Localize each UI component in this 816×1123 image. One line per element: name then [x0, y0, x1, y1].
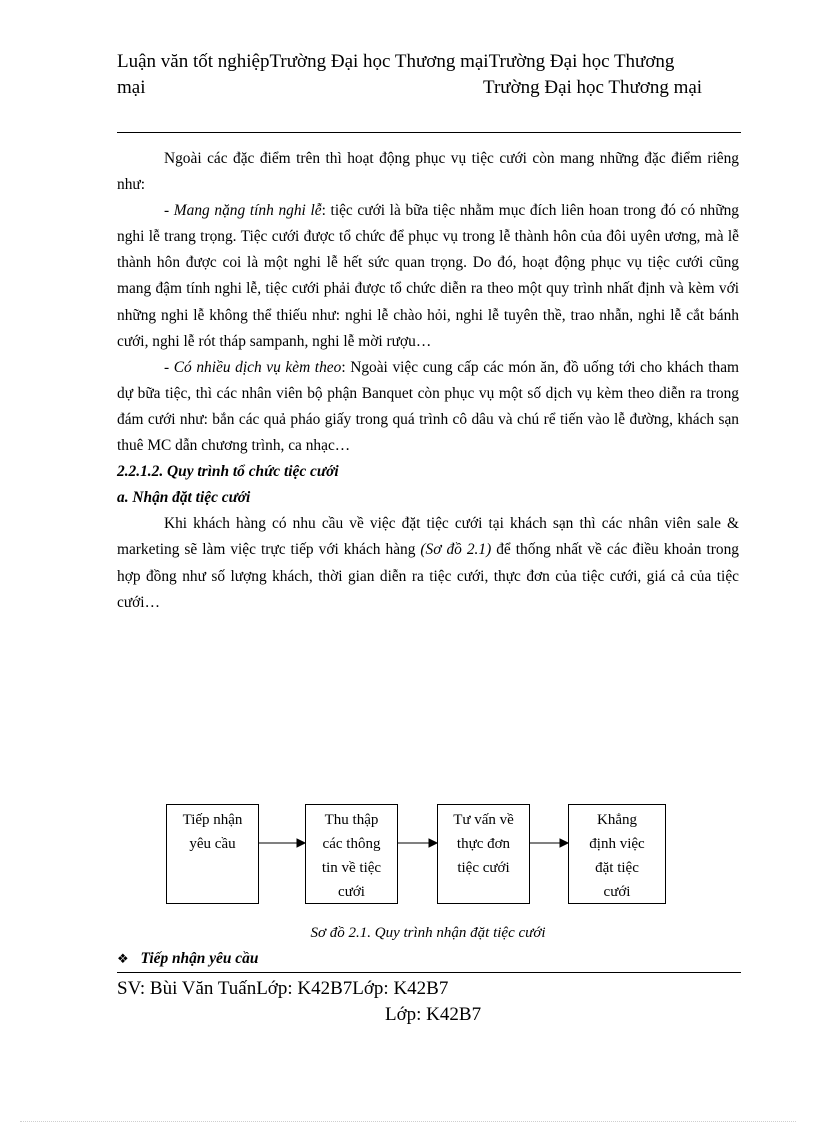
flow-step-confirm-booking [568, 804, 666, 904]
footer-line-1: SV: Bùi Văn TuấnLớp: K42B7Lớp: K42B7 [117, 978, 449, 999]
paragraph-services [117, 355, 739, 459]
header-line-2 [117, 75, 722, 101]
flow-step-line: các thông [322, 836, 381, 852]
header-line-2-right: Trường Đại học Thương mại [483, 77, 703, 98]
paragraph-intro: Ngoài các đặc điểm trên thì hoạt động phục vụ tiệc cưới còn mang những đặc điểm riêng như: [117, 150, 739, 194]
subsection-item [117, 950, 258, 968]
paragraph-booking-text-2: để thống nhất về các điều khoản trong hợp đồng như số lượng khách, thời gian diễn ra tiệc cưới, thực đơn của tiệc cưới, giá cả của tiệc cưới… [117, 541, 739, 611]
diagram-caption-label: Sơ đồ 2.1 [310, 925, 368, 941]
subsection-heading: a. Nhận đặt tiệc cưới [117, 489, 251, 507]
arrow-1-head [297, 839, 305, 847]
flow-step-line: Tư vấn về [453, 812, 514, 828]
diagram-reference: (Sơ đồ 2.1) [420, 541, 492, 559]
flow-step-line: tin về tiệc [321, 860, 382, 876]
footer-rule [117, 972, 741, 973]
term-ceremonial: Mang nặng tính nghi lễ [173, 202, 322, 220]
dash: - [164, 202, 174, 220]
header-line-1: Luận văn tốt nghiệpTrường Đại học Thương mạiTrường Đại học Thương [117, 51, 675, 72]
flow-step-line: thực đơn [456, 836, 511, 852]
diagram-caption [117, 925, 739, 942]
header-rule [117, 132, 741, 133]
paragraph-booking-text-1: Khi khách hàng có nhu cầu về việc đặt tiệc cưới tại khách sạn thì các nhân viên sale & marketing sẽ làm việc trực tiếp với khách hàng [117, 515, 739, 559]
page-edge-dots [20, 1121, 796, 1122]
diagram-caption-text: . Quy trình nhận đặt tiệc cưới [367, 925, 546, 941]
subsection-title: Tiếp nhận yêu cầu [140, 950, 259, 967]
paragraph-ceremonial [117, 198, 739, 355]
page-footer [117, 976, 741, 1028]
flow-step-line: Thu thập [324, 812, 379, 828]
paragraph-ceremonial-text: : tiệc cưới là bữa tiệc nhằm mục đích liên hoan trong đó có những nghi lễ trang trọng. Tiệc cưới được tổ chức để phục vụ trong lễ thành hôn của đôi uyên ương, mà lễ thành hôn được coi là một nghi lễ hết sức quan trọng. Do đó, hoạt động phục vụ tiệc cưới cũng mang đậm tính nghi lễ, tiệc cưới phải được tổ chức diễn ra theo một quy trình nhất định và kèm với những nghi lễ không thể thiếu như: nghi lễ chào hỏi, nghi lễ tuyên thề, trao nhẫn, nghi lễ cắt bánh cưới, nghi lễ rót tháp sampanh, nghi lễ mời rượu… [117, 202, 739, 350]
dash: - [164, 358, 174, 376]
diamond-bullet-icon: ❖ [117, 952, 129, 967]
paragraph-services-text: : Ngoài việc cung cấp các món ăn, đồ uống tới cho khách tham dự bữa tiệc, thì các nhân viên bộ phận Banquet còn phục vụ một số dịch vụ kèm theo diễn ra trong đám cưới như: bắn các quả pháo giấy trong quá trình cô dâu và chú rể tiến vào lễ đường, khách sạn thuê MC dẫn chương trình, ca nhạc… [117, 358, 739, 455]
flow-step-menu-consult [437, 804, 530, 904]
arrow-2-head [429, 839, 437, 847]
footer-line-2: Lớp: K42B7 [385, 1004, 482, 1025]
term-services: Có nhiều dịch vụ kèm theo [173, 358, 342, 376]
document-body [117, 146, 739, 616]
arrow-3-head [560, 839, 568, 847]
flow-step-line: Khẳng [597, 812, 637, 828]
flow-step-line: cưới [338, 884, 365, 900]
flow-step-line: tiệc cưới [457, 860, 510, 876]
section-heading: 2.2.1.2. Quy trình tổ chức tiệc cưới [117, 463, 339, 481]
flow-step-line: Tiếp nhận [182, 812, 243, 828]
flow-step-collect-info [305, 804, 398, 904]
flow-step-line: định việc [589, 836, 645, 852]
flow-step-line: đặt tiệc [595, 860, 639, 876]
flow-step-line: cưới [603, 884, 631, 900]
page-header [117, 49, 722, 101]
flow-step-receive-request [166, 804, 259, 904]
flow-step-line: yêu cầu [189, 836, 236, 852]
paragraph-booking [117, 511, 739, 615]
header-line-2-left: mại [117, 77, 146, 98]
